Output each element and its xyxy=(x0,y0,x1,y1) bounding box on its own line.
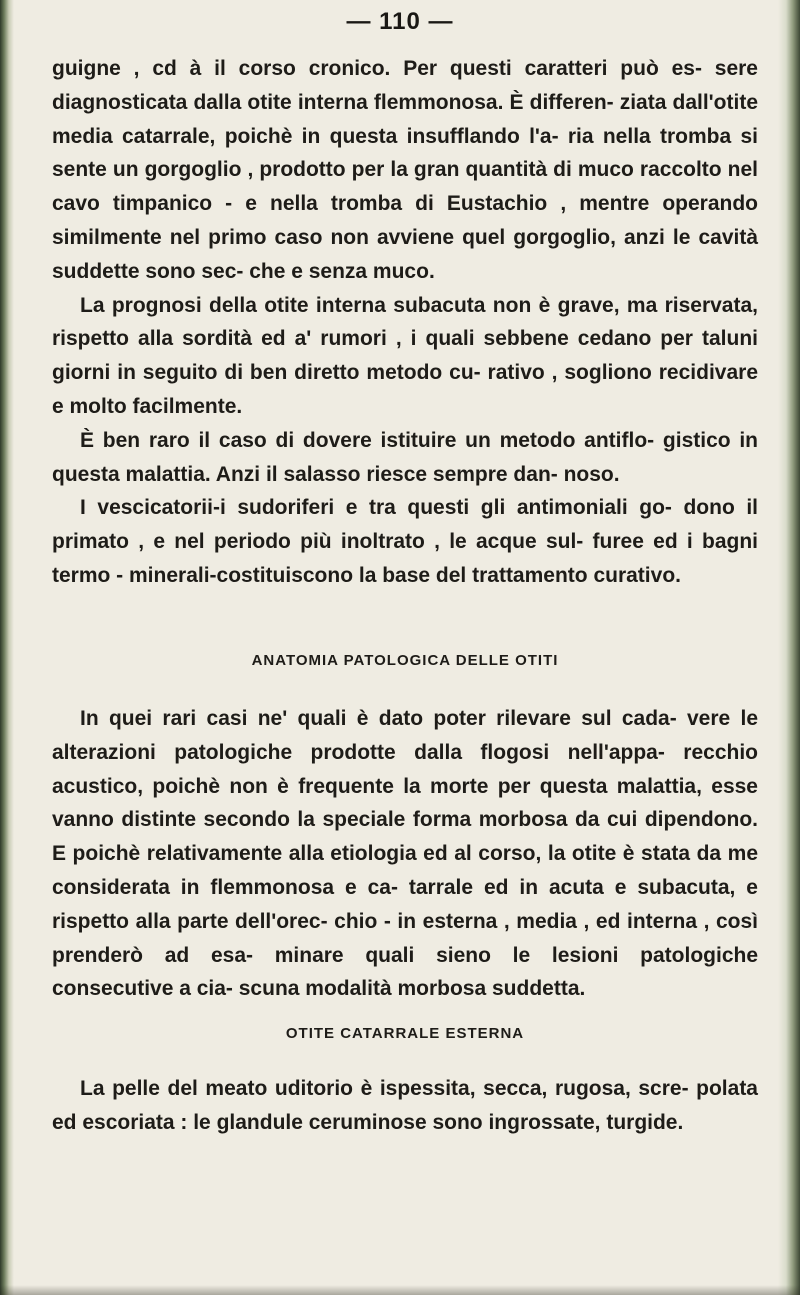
page-number: — 110 — xyxy=(346,8,454,35)
section-heading: ANATOMIA PATOLOGICA DELLE OTITI xyxy=(251,652,559,669)
page-shadow xyxy=(0,1285,800,1295)
subsection-heading: OTITE CATARRALE ESTERNA xyxy=(285,1025,525,1042)
paragraph: In quei rari casi ne' quali è dato poter rilevare sul cada- vere le alterazioni patologiche prodotte dalla flogosi nell'appa- recchio acustico, poichè non è frequente la morte per questa malattia, esse vanno distinte secondo la speciale forma morbosa da cui dipendono. E poichè relativamente alla etiologia ed al corso, la otite è stata da me considerata in flemmonosa e ca- tarrale ed in acuta e subacuta, e rispetto alla parte dell'orec- chio - in esterna , media , ed interna , così prenderò ad esa- minare quali sieno le lesioni patologiche consecutive a cia- scuna modalità morbosa suddetta. xyxy=(52,707,758,1001)
paragraph: La prognosi della otite interna subacuta non è grave, ma riservata, rispetto alla sordità ed a' rumori , i quali sebbene cedano per taluni giorni in seguito di ben diretto metodo cu- rativo , sogliono recidivare e molto facilmente. xyxy=(52,293,758,418)
text-block-top xyxy=(52,52,758,593)
text-block-middle xyxy=(52,702,758,1006)
paragraph: La pelle del meato uditorio è ispessita, secca, rugosa, scre- polata ed escoriata : le glandule ceruminose sono ingrossate, turgide. xyxy=(52,1077,758,1134)
paragraph: È ben raro il caso di dovere istituire un metodo antiflo- gistico in questa malattia. Anzi il salasso riesce sempre dan- noso. xyxy=(52,428,758,486)
text-block-bottom xyxy=(52,1072,758,1140)
paragraph: guigne , cd à il corso cronico. Per questi caratteri può es- sere diagnosticata dalla otite interna flemmonosa. È differen- ziata dall'otite media catarrale, poichè in questa insufflando l'a- ria nella tromba si sente un gorgoglio , prodotto per la gran quantità di muco raccolto nel cavo timpanico - e nella tromba di Eustachio , mentre operando similmente nel primo caso non avviene quel gorgoglio, anzi le cavità suddette sono sec- che e senza muco. xyxy=(52,57,758,283)
page-gutter xyxy=(0,0,14,1295)
page-edge xyxy=(778,0,800,1295)
paragraph: I vescicatorii-i sudoriferi e tra questi gli antimoniali go- dono il primato , e nel periodo più inoltrato , le acque sul- furee ed i bagni termo - minerali-costituiscono la base del trattamento curativo. xyxy=(52,496,758,587)
